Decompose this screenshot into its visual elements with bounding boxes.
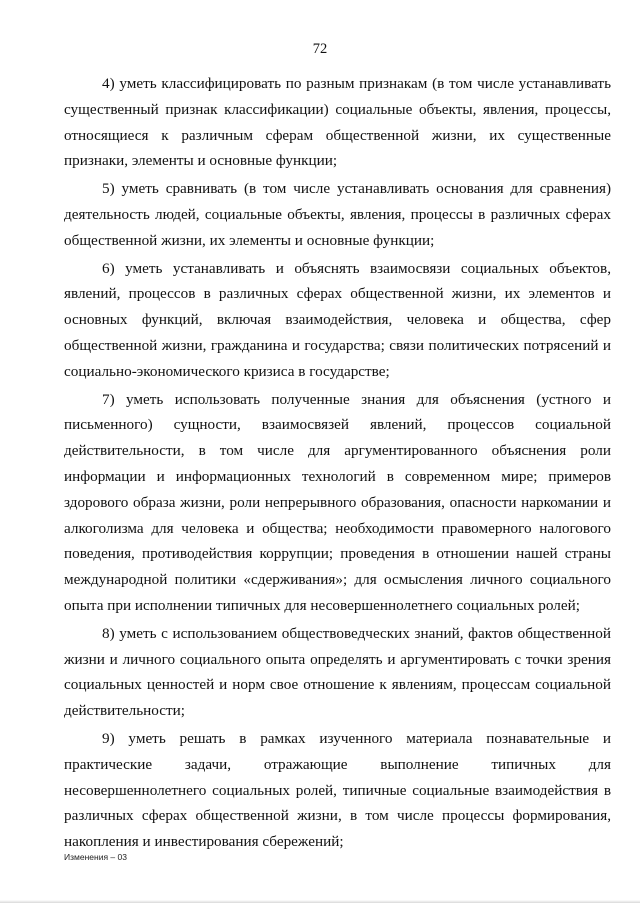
paragraph-item-9: 9) уметь решать в рамках изученного материала познавательные и практические задачи, отражающие выполнение типичных для несовершеннолетнего социальных ролей, типичные социальные взаимодействия в различных сферах общественной жизни, в том числе процессы формирования, накопления и инвестирования сбережений; [64, 729, 611, 851]
paragraph-item-6: 6) уметь устанавливать и объяснять взаимосвязи социальных объектов, явлений, процессов в различных сферах общественной жизни, их элементов и основных функций, включая взаимодействия, человека и общества, сфер общественной жизни, гражданина и государства; связи политических потрясений и социально-экономического кризиса в государстве; [64, 259, 611, 380]
page-number: 72 [312, 41, 328, 57]
document-body [64, 71, 611, 857]
paragraph-item-8: 8) уметь с использованием обществоведческих знаний, фактов общественной жизни и личного социального опыта определять и аргументировать с точки зрения социальных ценностей и норм свое отношение к явлениям, процессам социальной действительности; [64, 624, 611, 720]
paragraph-item-7: 7) уметь использовать полученные знания для объяснения (устного и письменного) сущности, взаимосвязей явлений, процессов социальной действительности, в том числе для аргументированного объяснения роли информации и информационных технологий в современном мире; примеров здорового образа жизни, роли непрерывного образования, опасности наркомании и алкоголизма для человека и общества; необходимости правомерного налогового поведения, противодействия коррупции; проведения в отношении нашей страны международной политики «сдерживания»; для осмысления личного социального опыта при исполнении типичных для несовершеннолетнего социальных ролей; [64, 390, 611, 614]
revision-footer: Изменения – 03 [64, 852, 127, 862]
paragraph-item-4: 4) уметь классифицировать по разным признакам (в том числе устанавливать существенный признак классификации) социальные объекты, явления, процессы, относящиеся к различным сферам общественной жизни, их существенные признаки, элементы и основные функции; [64, 75, 611, 170]
paragraph-item-5: 5) уметь сравнивать (в том числе устанавливать основания для сравнения) деятельность людей, социальные объекты, явления, процессы в различных сферах общественной жизни, их элементы и основные функции; [64, 180, 611, 249]
